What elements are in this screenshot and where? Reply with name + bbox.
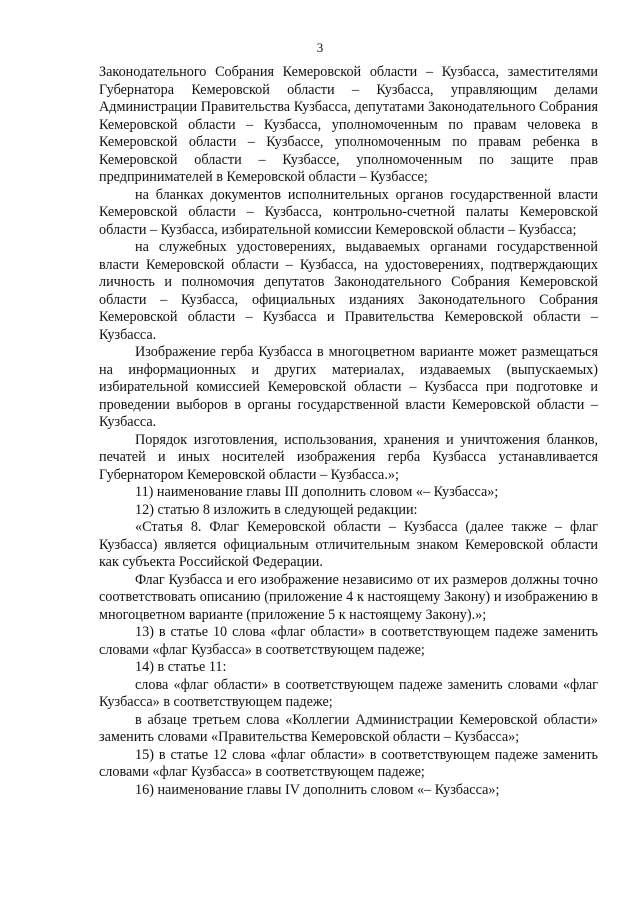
paragraph: Флаг Кузбасса и его изображение независимо от их размеров должны точно соответствовать описанию (приложение 4 к настоящему Закону) и изображению в многоцветном варианте (приложение 5 к настоящему Закону).»; [99,571,598,623]
list-item: 14) в статье 11: [135,659,227,675]
paragraph: «Статья 8. Флаг Кемеровской области – Кузбасса (далее также – флаг Кузбасса) является официальным отличительным знаком Кемеровской области как субъекта Российской Федерации. [99,519,598,570]
page-number: 3 [316,40,324,55]
paragraph: Законодательного Собрания Кемеровской области – Кузбасса, заместителями Губернатора Кемеровской области – Кузбасса, управляющим делами Администрации Правительства Кузбасса, депутатами Законодательного Собрания Кемеровской области – Кузбасса, уполномоченным по правам человека в Кемеровской области – Кузбассе, уполномоченным по правам ребенка в Кемеровской области – Кузбассе, уполномоченным по защите прав предпринимателей в Кемеровской области – Кузбассе; [99,64,598,185]
paragraph: на бланках документов исполнительных органов государственной власти Кемеровской области – Кузбасса, контрольно-счетной палаты Кемеровской области – Кузбасса, избирательной комиссии Кемеровской области – Кузбасса; [99,186,598,238]
paragraph: на служебных удостоверениях, выдаваемых органами государственной власти Кемеровской области – Кузбасса, на удостоверениях, подтверждающих личность и полномочия депутатов Законодательного Собрания Кемеровской области – Кузбасса, официальных изданиях Законодательного Собрания Кемеровской области – Кузбасса и Правительства Кемеровской области – Кузбасса. [99,239,598,343]
document-body [99,64,598,799]
list-item: 13) в статье 10 слова «флаг области» в соответствующем падеже заменить словами «флаг Кузбасса» в соответствующем падеже; [99,624,598,658]
list-item: 11) наименование главы III дополнить словом «– Кузбасса»; [135,484,499,500]
paragraph: в абзаце третьем слова «Коллегии Администрации Кемеровской области» заменить словами «Правительства Кемеровской области – Кузбасса»; [99,711,598,745]
list-item: 15) в статье 12 слова «флаг области» в соответствующем падеже заменить словами «флаг Кузбасса» в соответствующем падеже; [99,746,598,780]
list-item: 12) статью 8 изложить в следующей редакции: [135,501,418,518]
paragraph: Порядок изготовления, использования, хранения и уничтожения бланков, печатей и иных носителей изображения герба Кузбасса устанавливается Губернатором Кемеровской области – Кузбасса.»; [99,431,598,483]
paragraph: Изображение герба Кузбасса в многоцветном варианте может размещаться на информационных и других материалах, издаваемых (выпускаемых) избирательной комиссией Кемеровской области – Кузбасса при подготовке и проведении выборов в органы государственной власти Кемеровской области – Кузбасса. [99,344,598,430]
list-item: 16) наименование главы IV дополнить словом «– Кузбасса»; [135,781,500,798]
paragraph: слова «флаг области» в соответствующем падеже заменить словами «флаг Кузбасса» в соответствующем падеже; [99,676,598,710]
